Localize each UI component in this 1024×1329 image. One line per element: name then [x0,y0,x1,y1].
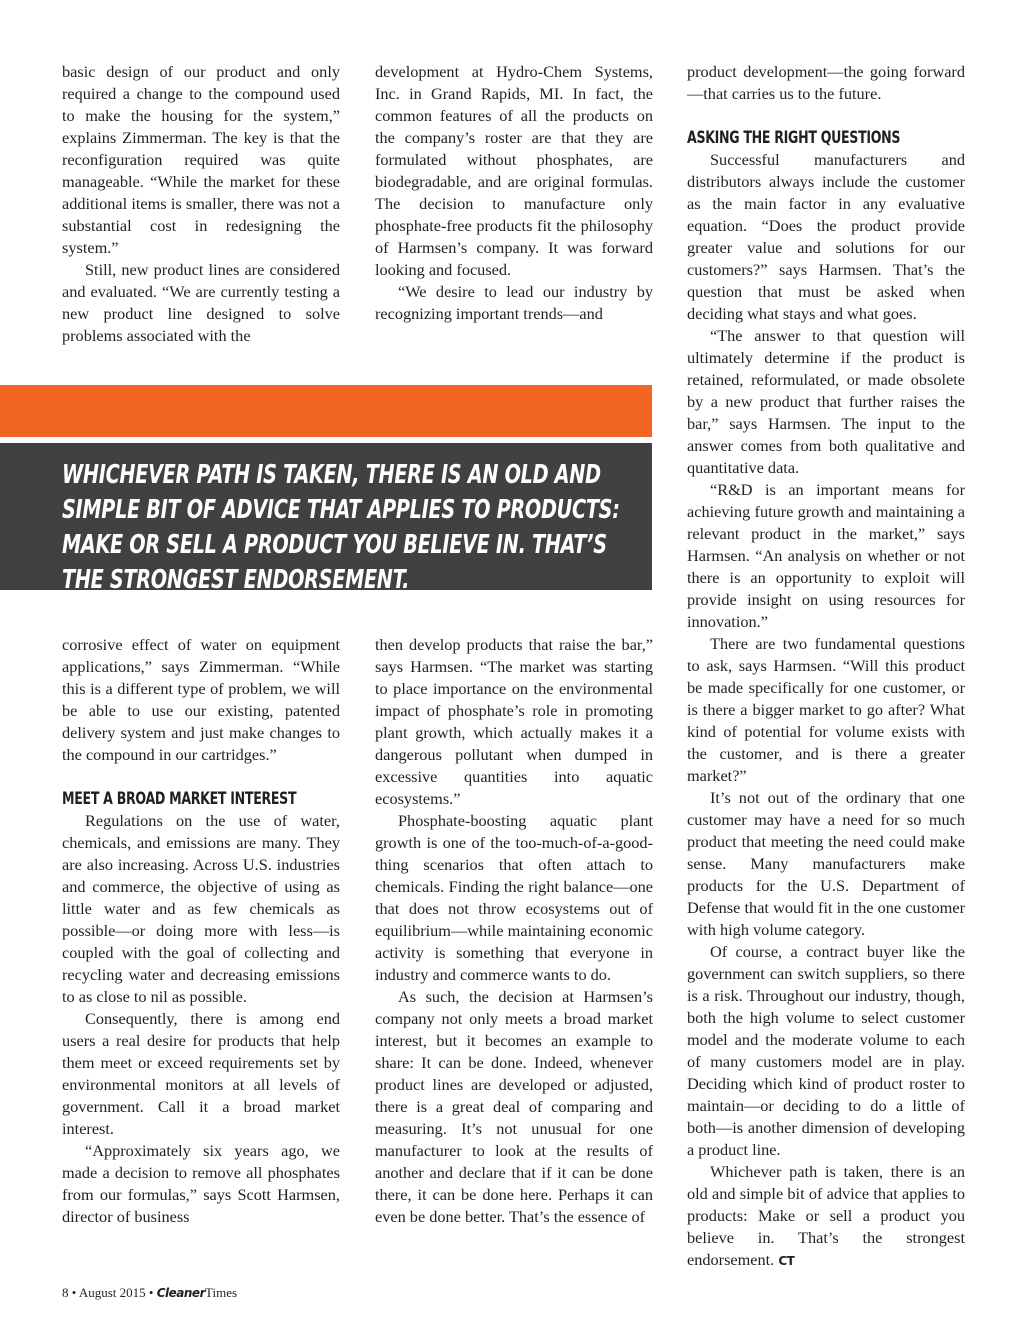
section-heading: ASKING THE RIGHT QUESTIONS [687,128,901,148]
paragraph: Regulations on the use of water, chemicals, and emissions are many. They are also increasing. Across U.S. industries and commerce, the objective of using as little water and as few chemicals as possible—or doing more with less—is coupled with the goal of collecting and recycling water and decreasing emissions to as close to nil as possible. [62,811,340,1006]
paragraph: product development—the going forward—that carries us to the future. [687,62,965,103]
paragraph: Phosphate-boosting aquatic plant growth is one of the too-much-of-a-good-thing scenarios that often attach to chemicals. Finding the right balance—one that does not throw ecosystems out of equilibrium—while maintaining economic activity is something that everyone in industry and commerce wants to do. [375,811,653,984]
paragraph: basic design of our product and only required a change to the compound used to make the housing for the system,” explains Zimmerman. The key is that the reconfiguration required was quite manageable. “While the market for these additional items is smaller, there was not a substantial cost in redesigning the system.” [62,62,340,257]
end-mark: CT [778,1254,795,1268]
pull-quote-text: WHICHEVER PATH IS TAKEN, THERE IS AN OLD AND SIMPLE BIT OF ADVICE THAT APPLIES TO PRODUCTS: MAKE OR SELL A PRODUCT YOU BELIEVE IN. THAT’S THE STRONGEST ENDORSEMENT. [62,460,620,595]
paragraph: then develop products that raise the bar,” says Harmsen. “The market was starting to place importance on the environmental impact of phosphate’s role in promoting plant growth, which actually makes it a dangerous pollutant when dumped in excessive quantities into aquatic ecosystems.” [375,635,653,808]
paragraph: corrosive effect of water on equipment applications,” says Zimmerman. “While this is a different type of problem, we will be able to use our existing, patented delivery system and just make changes to the compound in our cartridges.” [62,635,340,764]
paragraph: “The answer to that question will ultimately determine if the product is retained, reformulated, or made obsolete by a new product that further raises the bar,” says Harmsen. The input to the answer comes from both qualitative and quantitative data. [687,326,965,477]
paragraph: Of course, a contract buyer like the government can switch suppliers, so there is a risk. Throughout our industry, though, both the high volume to select customer model and the moderate volume to each of many customers model are in play. Deciding which kind of product roster to maintain—or deciding to do a little of both—is another dimension of developing a product line. [687,942,965,1159]
paragraph: “We desire to lead our industry by recognizing important trends—and [375,282,653,323]
paragraph: “R&D is an important means for achieving future growth and maintaining a relevant product in the market,” says Harmsen. “An analysis on whether or not there is an opportunity to exploit will provide insight on using resources for innovation.” [687,480,965,631]
column-2-top [375,61,653,325]
paragraph: Consequently, there is among end users a real desire for products that help them meet or exceed requirements set by environmental monitors at all levels of government. Call it a broad market interest. [62,1009,340,1138]
column-3 [687,61,965,1272]
page-number: 8 [62,1285,69,1300]
paragraph: It’s not out of the ordinary that one customer may have a need for so much product that meeting the need could make sense. Many manufacturers make products for the U.S. Department of Defense that would fit in the one customer with high volume category. [687,788,965,939]
page-footer [62,1285,237,1301]
paragraph: Successful manufacturers and distributors always include the customer as the main factor in any evaluative equation. “Does the product provide greater value and solutions for our customers?” says Harmsen. That’s the question that must be asked when deciding what stays and what goes. [687,150,965,323]
paragraph-final [687,1161,965,1272]
pull-quote-orange-bar [0,385,652,437]
column-1-bottom [62,634,340,1228]
paragraph-final-text: Whichever path is taken, there is an old and simple bit of advice that applies to products: Make or sell a product you believe in. That’s the strongest endorsement. [687,1162,965,1269]
column-1-top [62,61,340,347]
section-heading: MEET A BROAD MARKET INTEREST [62,789,297,809]
paragraph: There are two fundamental questions to ask, says Harmsen. “Will this product be made specifically for one customer, or is there a bigger market to go after? What kind of potential for volume exists with the customer, and is there a greater market?” [687,634,965,785]
magazine-brand: Cleaner [156,1286,205,1300]
column-2-bottom [375,634,653,1228]
magazine-brand-suffix: Times [205,1285,238,1300]
paragraph: “Approximately six years ago, we made a decision to remove all phosphates from our formulas,” says Scott Harmsen, director of business [62,1141,340,1226]
footer-separator: • [71,1285,77,1300]
paragraph: development at Hydro-Chem Systems, Inc. in Grand Rapids, MI. In fact, the common features of all the products on the company’s roster are that they are formulated without phosphates, are biodegradable, and are original formulas. The decision to manufacture only phosphate-free products fit the philosophy of Harmsen’s company. It was forward looking and focused. [375,62,653,279]
issue-date: August 2015 [78,1285,146,1300]
paragraph: As such, the decision at Harmsen’s company not only meets a broad market interest, but it becomes an example to share: It can be done. Indeed, whenever product lines are developed or adjusted, there is a great deal of comparing and measuring. It’s not unusual for one manufacturer to look at the results of another and declare that if it can be done there, it can be done here. Perhaps it can even be done better. That’s the essence of [375,987,653,1226]
footer-separator: • [148,1285,154,1300]
paragraph: Still, new product lines are considered and evaluated. “We are currently testing a new product line designed to solve problems associated with the [62,260,340,345]
